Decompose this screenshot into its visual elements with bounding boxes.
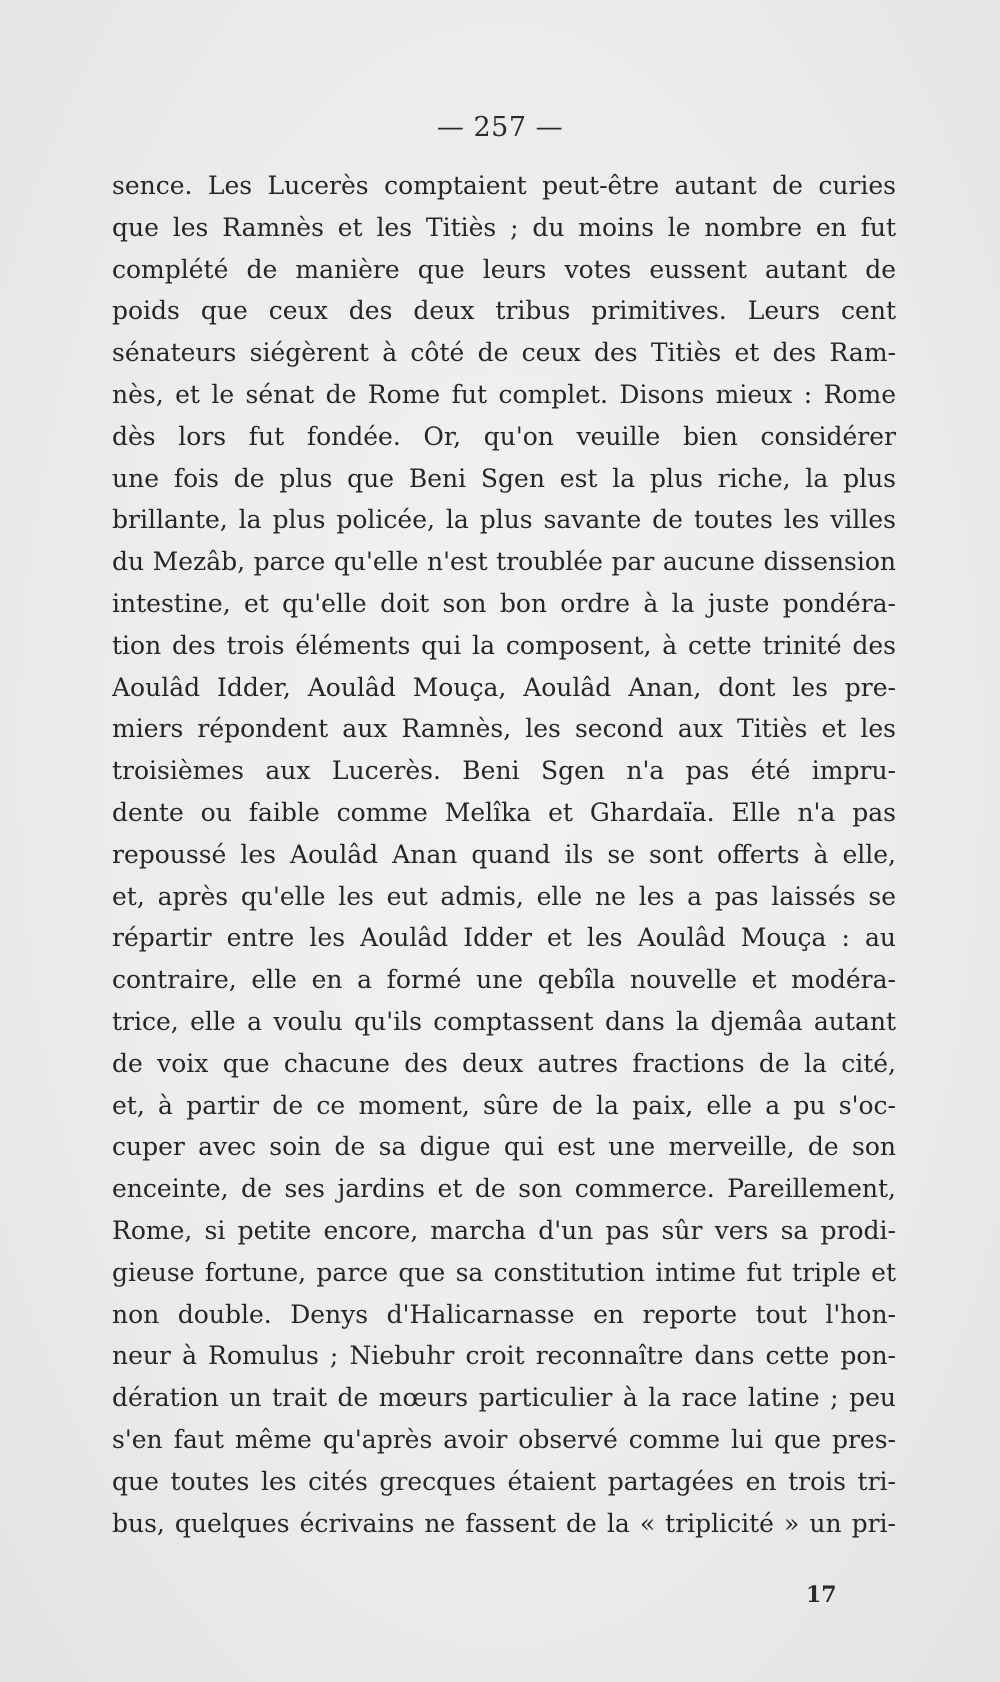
text-line: brillante, la plus policée, la plus savante de toutes les villes: [112, 505, 896, 535]
text-line: contraire, elle en a formé une qebîla nouvelle et modéra-: [112, 965, 896, 995]
text-line: tion des trois éléments qui la composent, à cette trinité des: [112, 630, 896, 660]
text-line: et, à partir de ce moment, sûre de la paix, elle a pu s'oc-: [112, 1090, 896, 1120]
text-line: Aoulâd Idder, Aoulâd Mouça, Aoulâd Anan, dont les pre-: [112, 672, 896, 702]
page-number: — 257 —: [436, 112, 564, 143]
text-line: gieuse fortune, parce que sa constitution intime fut triple et: [112, 1257, 896, 1287]
text-line: Rome, si petite encore, marcha d'un pas sûr vers sa prodi-: [112, 1215, 896, 1245]
text-line: cuper avec soin de sa digue qui est une merveille, de son: [112, 1132, 896, 1162]
text-line: poids que ceux des deux tribus primitives. Leurs cent: [112, 296, 896, 326]
body-text: [112, 165, 896, 1544]
text-line: que les Ramnès et les Titiès ; du moins le nombre en fut: [112, 212, 896, 242]
text-line: répartir entre les Aoulâd Idder et les Aoulâd Mouça : au: [112, 923, 896, 953]
signature-mark: 17: [806, 1582, 837, 1608]
text-line: neur à Romulus ; Niebuhr croit reconnaître dans cette pon-: [112, 1341, 896, 1371]
text-line: sénateurs siégèrent à côté de ceux des Titiès et des Ram-: [112, 338, 896, 368]
text-line: de voix que chacune des deux autres fractions de la cité,: [112, 1048, 896, 1078]
text-line: dération un trait de mœurs particulier à la race latine ; peu: [112, 1383, 896, 1413]
text-line: bus, quelques écrivains ne fassent de la « triplicité » un pri-: [112, 1508, 896, 1538]
text-line: s'en faut même qu'après avoir observé comme lui que pres-: [112, 1424, 896, 1454]
text-line: trice, elle a voulu qu'ils comptassent dans la djemâa autant: [112, 1006, 896, 1036]
text-line: du Mezâb, parce qu'elle n'est troublée par aucune dissension: [112, 547, 896, 577]
text-line: enceinte, de ses jardins et de son commerce. Pareillement,: [112, 1174, 896, 1204]
text-line: complété de manière que leurs votes eussent autant de: [112, 254, 896, 284]
text-line: troisièmes aux Lucerès. Beni Sgen n'a pas été impru-: [112, 756, 896, 786]
text-line: repoussé les Aoulâd Anan quand ils se sont offerts à elle,: [112, 839, 896, 869]
text-line: et, après qu'elle les eut admis, elle ne les a pas laissés se: [112, 881, 896, 911]
text-line: sence. Les Lucerès comptaient peut-être autant de curies: [112, 171, 896, 200]
text-line: miers répondent aux Ramnès, les second aux Titiès et les: [112, 714, 896, 744]
text-line: que toutes les cités grecques étaient partagées en trois tri-: [112, 1466, 896, 1496]
text-line: dès lors fut fondée. Or, qu'on veuille bien considérer: [112, 421, 896, 451]
text-line: une fois de plus que Beni Sgen est la plus riche, la plus: [112, 463, 896, 493]
text-line: nès, et le sénat de Rome fut complet. Disons mieux : Rome: [112, 379, 896, 409]
text-line: intestine, et qu'elle doit son bon ordre à la juste pondéra-: [112, 588, 896, 618]
text-line: non double. Denys d'Halicarnasse en reporte tout l'hon-: [112, 1299, 896, 1329]
text-line: dente ou faible comme Melîka et Ghardaïa. Elle n'a pas: [112, 797, 896, 827]
